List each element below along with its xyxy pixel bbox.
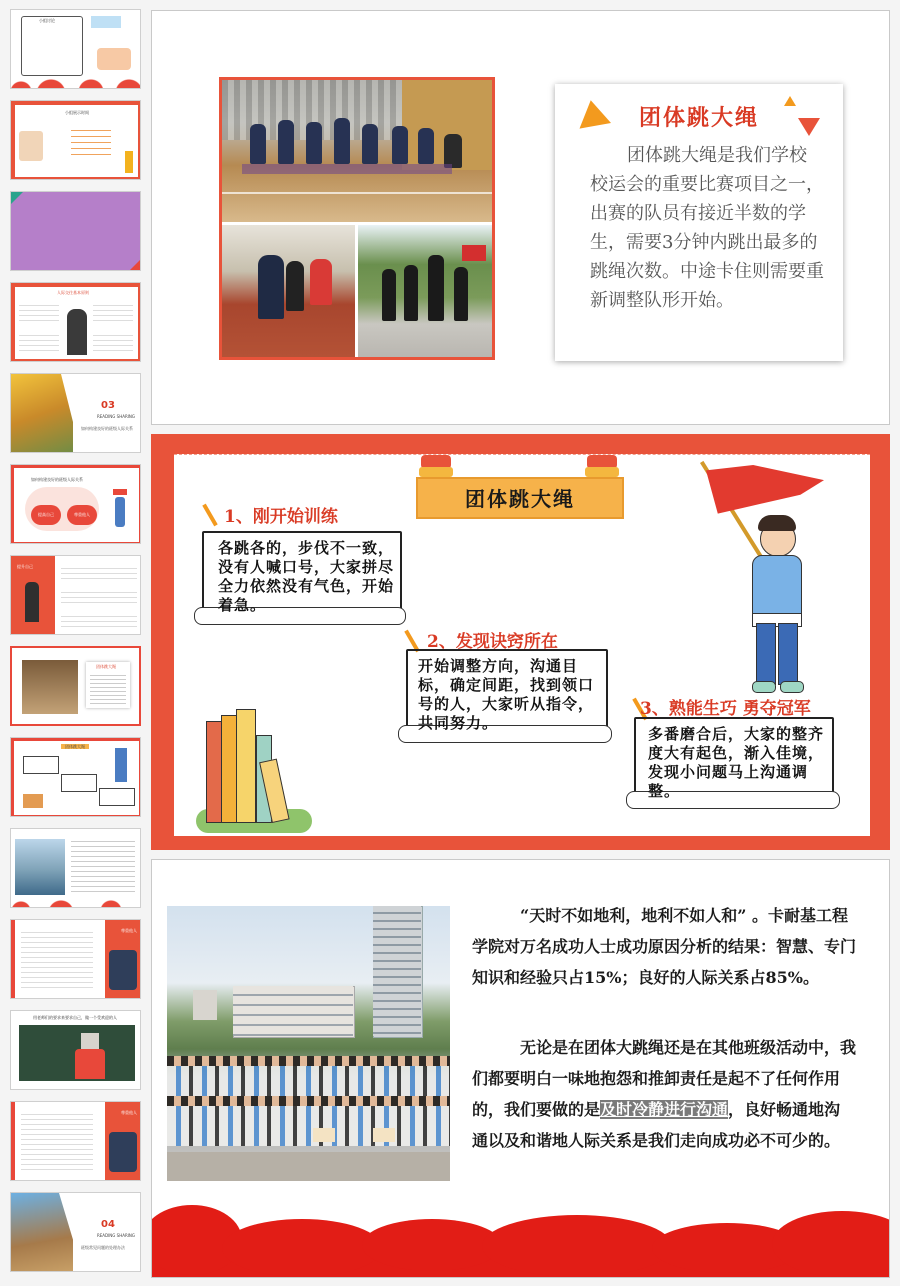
thumb-section-number: 04 xyxy=(101,1219,115,1230)
slide-thumbnail-12[interactable] xyxy=(10,1010,141,1090)
class-group-photo xyxy=(167,906,450,1181)
slide-thumbnail-13[interactable] xyxy=(10,1101,141,1181)
slide-thumbnail-3[interactable] xyxy=(10,191,141,271)
thumb-title: 团体跳大绳 xyxy=(61,744,89,749)
slide-thumbnail-8[interactable] xyxy=(10,646,141,726)
card-body: 团体跳大绳是我们学校校运会的重要比赛项目之一，出赛的队员有接近半数的学生，需要3分钟内跳出最多的跳绳次数。中途卡住则需要重新调整队形开始。 xyxy=(590,145,824,311)
thumb-section-number: 03 xyxy=(101,400,115,411)
rope-pulling-photo xyxy=(358,225,492,357)
thumb-title: 班级常见问题的处理办法 xyxy=(81,1245,125,1250)
step2-body: 开始调整方向，沟通目标，确定间距，找到领口号的人，大家听从指令，共同努力。 xyxy=(418,657,595,732)
paragraph-2-text: 无论是在团体大跳绳还是在其他班级活动中，我们都要明白一味地抱怨和推卸责任是起不了任何作用的，我们要做的是 xyxy=(472,1038,857,1119)
thumb-pill: 尊重他人 xyxy=(67,505,97,525)
banner-title: 团体跳大绳 xyxy=(416,477,624,519)
thumb-title: 小组讨论 xyxy=(39,18,55,23)
books-illustration xyxy=(196,709,316,835)
photo-collage xyxy=(219,77,495,360)
highlighted-phrase: 及时冷静进行沟通 xyxy=(600,1100,729,1119)
step3-title: 3、熟能生巧 勇夺冠军 xyxy=(640,699,811,719)
thumb-title: 尊重他人 xyxy=(121,1110,137,1115)
slide-3-communication xyxy=(151,859,890,1278)
thumb-title: 提升自己 xyxy=(17,564,33,569)
slide-thumbnail-4[interactable] xyxy=(10,282,141,362)
slide-1-team-rope xyxy=(151,10,890,425)
step1-title: 1、刚开始训练 xyxy=(224,507,338,527)
thumb-pill: 提高自己 xyxy=(31,505,61,525)
red-flag-icon xyxy=(706,465,824,519)
slide-thumbnail-5[interactable] xyxy=(10,373,141,453)
slide-thumbnail-7[interactable] xyxy=(10,555,141,635)
title-banner xyxy=(416,451,626,511)
slide-thumbnail-1[interactable] xyxy=(10,9,141,89)
paragraph-1: “天时不如地利，地利不如人和” 。卡耐基工程学院对万名成功人士成功原因分析的结果：智慧、专门知识和经验只占15%；良好的人际关系占85%。 xyxy=(472,906,857,987)
thumb-title: 用老师们的要求来要求自己，做一个受欢迎的人 xyxy=(33,1015,117,1020)
slide-thumbnail-2[interactable] xyxy=(10,100,141,180)
slide-thumbnail-panel xyxy=(0,0,150,1286)
rope-practice-photo xyxy=(222,80,492,222)
thumb-title: 如何构建良好的班级人际关系 xyxy=(81,426,133,431)
step2-title: 2、发现诀窍所在 xyxy=(427,632,558,652)
slide-2-rope-steps xyxy=(151,434,890,850)
thumb-title: 尊重他人 xyxy=(121,928,137,933)
running-training-photo xyxy=(222,225,355,357)
red-cloud-decoration xyxy=(152,1207,889,1277)
slide-thumbnail-6[interactable] xyxy=(10,464,141,544)
slide-thumbnail-9[interactable] xyxy=(10,737,141,817)
boy-with-flag-illustration xyxy=(700,463,860,693)
slide-thumbnail-10[interactable] xyxy=(10,828,141,908)
thumb-title: 人际交往基本原则 xyxy=(57,290,89,295)
thumb-title: 小组展示时间 xyxy=(65,110,89,115)
slide-thumbnail-14[interactable] xyxy=(10,1192,141,1272)
info-card xyxy=(555,84,843,361)
step3-body: 多番磨合后，大家的整齐度大有起色，渐入佳境，发现小问题马上沟通调整。 xyxy=(648,725,825,800)
card-title: 团体跳大绳 xyxy=(638,105,759,131)
thumb-title: 如何构建良好的班级人际关系 xyxy=(31,477,83,482)
thumb-title: 团体跳大绳 xyxy=(96,664,116,669)
paragraph-2 xyxy=(472,1032,856,1156)
thumb-subtitle: READING SHARING xyxy=(97,1233,135,1238)
paragraph-2-text-end: ，良好畅通地沟通以及和谐地人际关系是我们走向成功必不可少的。 xyxy=(472,1100,841,1150)
slide-thumbnail-11[interactable] xyxy=(10,919,141,999)
step1-body: 各跳各的，步伐不一致，没有人喊口号，大家拼尽全力依然没有气色，开始着急。 xyxy=(218,539,395,614)
thumb-subtitle: READING SHARING xyxy=(97,414,135,419)
